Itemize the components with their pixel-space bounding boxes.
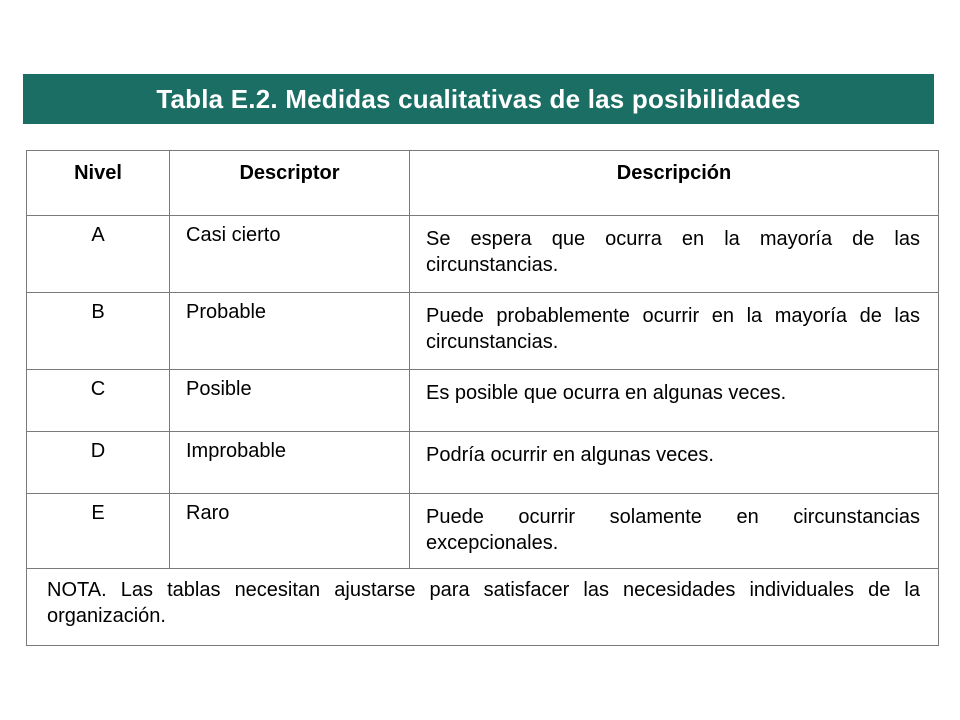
cell-nivel: E — [27, 494, 170, 568]
table-row — [27, 293, 938, 370]
cell-descriptor: Probable — [170, 293, 410, 369]
table-row — [27, 432, 938, 494]
cell-descriptor: Casi cierto — [170, 216, 410, 292]
cell-descripcion: Puede probablemente ocurrir en la mayoría de las circunstancias. — [426, 305, 920, 353]
header-nivel: Nivel — [27, 151, 170, 215]
cell-nivel: C — [27, 370, 170, 431]
cell-descripcion: Es posible que ocurra en algunas veces. — [426, 382, 787, 404]
table-note: NOTA. Las tablas necesitan ajustarse para satisfacer las necesidades individuales de la organización. — [47, 579, 920, 627]
table-header-row — [27, 151, 938, 216]
cell-nivel: B — [27, 293, 170, 369]
cell-descripcion: Puede ocurrir solamente en circunstancias excepcionales. — [426, 506, 920, 554]
cell-descriptor: Posible — [170, 370, 410, 431]
page-title: Tabla E.2. Medidas cualitativas de las posibilidades — [156, 83, 801, 114]
cell-nivel: D — [27, 432, 170, 493]
cell-nivel: A — [27, 216, 170, 292]
table-row — [27, 494, 938, 569]
cell-descripcion: Se espera que ocurra en la mayoría de las circunstancias. — [426, 228, 920, 276]
cell-descriptor: Raro — [170, 494, 410, 568]
likelihood-table — [26, 150, 939, 646]
table-row — [27, 216, 938, 293]
cell-descriptor: Improbable — [170, 432, 410, 493]
table-row — [27, 370, 938, 432]
header-descriptor: Descriptor — [170, 151, 410, 215]
cell-descripcion: Podría ocurrir en algunas veces. — [426, 444, 714, 466]
title-banner — [23, 74, 934, 124]
header-descripcion: Descripción — [616, 162, 732, 184]
